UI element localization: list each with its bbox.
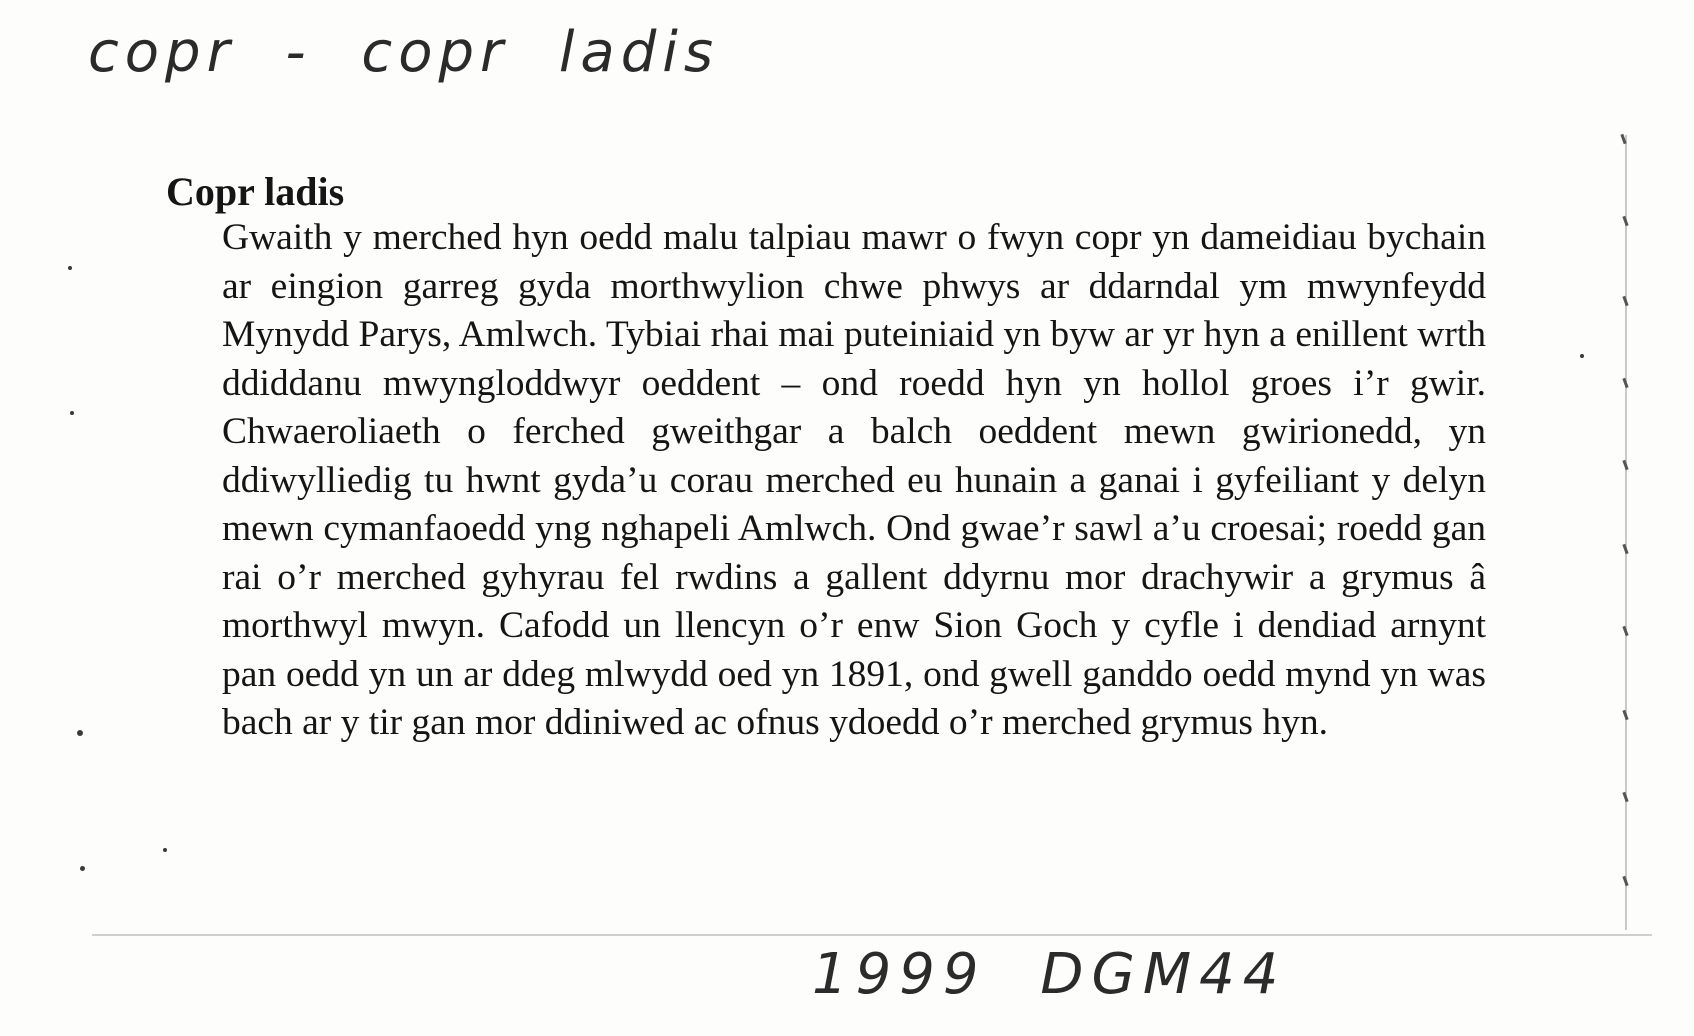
scan-speck: [68, 266, 72, 270]
clipping-right-edge: [1625, 135, 1627, 930]
clipping-bottom-edge: [92, 934, 1652, 936]
scan-speck: [77, 730, 83, 736]
handwritten-reference-note: 1999 DGM44: [812, 942, 1287, 1007]
scan-speck: [80, 866, 85, 871]
scan-speck: [1580, 354, 1584, 358]
scan-speck: [70, 411, 74, 415]
article-body: Gwaith y merched hyn oedd malu talpiau mawr o fwyn copr yn dameidiau bychain ar eingion garreg gyda morthwylion chwe phwys ar ddarndal ym mwynfeydd Mynydd Parys, Amlwch. Tybiai rhai mai puteiniaid yn byw ar yr hyn a enillent wrth ddiddanu mwyngloddwyr oeddent – ond roedd hyn yn hollol groes i’r gwir. Chwaeroliaeth o ferched gweithgar a balch oeddent mewn gwirionedd, yn ddiwylliedig tu hwnt gyda’u corau merched eu hunain a ganai i gyfeiliant y delyn mewn cymanfaoedd yng nghapeli Amlwch. Ond gwae’r sawl a’u croesai; roedd gan rai o’r merched gyhyrau fel rwdins a gallent ddyrnu mor drachywir a grymus â morthwyl mwyn. Cafodd un llencyn o’r enw Sion Goch y cyfle i dendiad arnynt pan oedd yn un ar ddeg mlwydd oed yn 1891, ond gwell ganddo oedd mynd yn was bach ar y tir gan mor ddiniwed ac ofnus ydoedd o’r merched grymus hyn.: [222, 217, 1486, 743]
handwritten-heading-note: copr - copr ladis: [88, 20, 720, 85]
article-title: Copr ladis: [166, 169, 345, 214]
scan-speck: [163, 848, 167, 852]
